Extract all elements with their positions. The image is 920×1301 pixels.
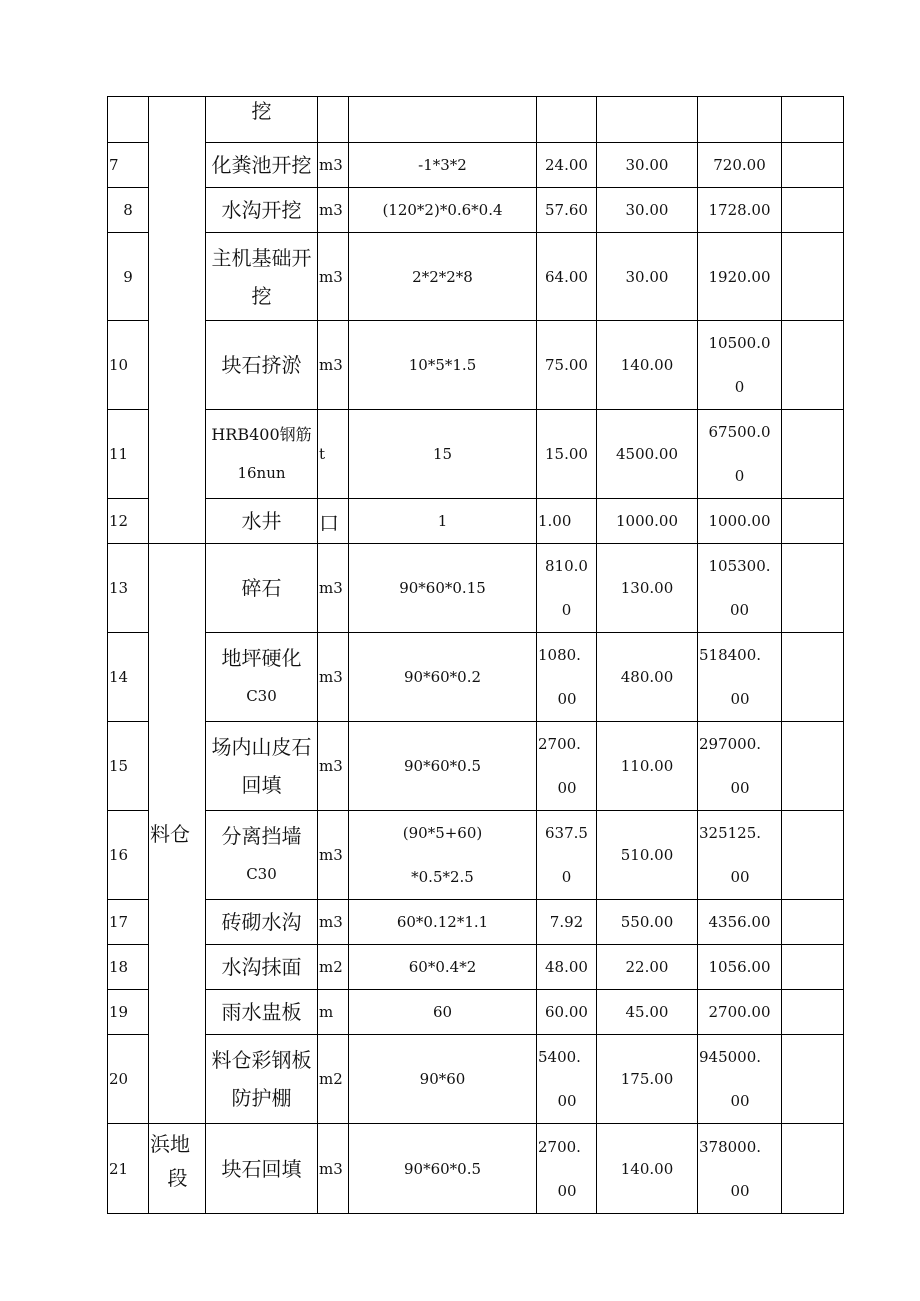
quantity: 15.00 bbox=[537, 410, 597, 499]
unit: m3 bbox=[318, 233, 349, 321]
unit: m3 bbox=[318, 633, 349, 722]
table-row bbox=[108, 499, 844, 544]
formula bbox=[349, 811, 537, 900]
remark bbox=[782, 97, 844, 143]
quantity: 24.00 bbox=[537, 143, 597, 188]
formula: -1*3*2 bbox=[349, 143, 537, 188]
item-name: 雨水盅板 bbox=[206, 990, 318, 1035]
remark bbox=[782, 1035, 844, 1124]
quantity bbox=[537, 544, 597, 633]
unit: t bbox=[318, 410, 349, 499]
formula: 60 bbox=[349, 990, 537, 1035]
unit-price: 140.00 bbox=[597, 1124, 698, 1214]
qty-line1: 810.0 bbox=[545, 557, 588, 575]
table-row bbox=[108, 945, 844, 990]
remark bbox=[782, 900, 844, 945]
item-name bbox=[206, 722, 318, 811]
item-name: 水沟抹面 bbox=[206, 945, 318, 990]
unit-price: 22.00 bbox=[597, 945, 698, 990]
total-line2: 00 bbox=[730, 690, 750, 708]
unit-price: 480.00 bbox=[597, 633, 698, 722]
total-line1: 105300. bbox=[708, 557, 771, 575]
formula-line1: (90*5+60) bbox=[402, 824, 483, 842]
formula-line2: *0.5*2.5 bbox=[411, 868, 474, 886]
quantity: 57.60 bbox=[537, 188, 597, 233]
qty-line1: 2700. bbox=[538, 1137, 581, 1156]
total bbox=[698, 1124, 782, 1214]
row-number: 7 bbox=[108, 143, 149, 188]
item-name-line2: 防护棚 bbox=[231, 1086, 292, 1110]
cost-table bbox=[107, 96, 844, 1214]
remark bbox=[782, 722, 844, 811]
remark bbox=[782, 633, 844, 722]
row-number: 8 bbox=[108, 188, 149, 233]
formula: 60*0.12*1.1 bbox=[349, 900, 537, 945]
quantity bbox=[537, 811, 597, 900]
row-number: 12 bbox=[108, 499, 149, 544]
qty-line2: 00 bbox=[557, 1092, 577, 1110]
table-row bbox=[108, 722, 844, 811]
formula: 90*60*0.5 bbox=[349, 722, 537, 811]
total bbox=[698, 544, 782, 633]
table-row bbox=[108, 143, 844, 188]
table-row bbox=[108, 410, 844, 499]
unit-price: 30.00 bbox=[597, 188, 698, 233]
unit: m3 bbox=[318, 722, 349, 811]
group-label-bindi bbox=[149, 1124, 206, 1214]
unit: m2 bbox=[318, 1035, 349, 1124]
remark bbox=[782, 499, 844, 544]
qty-line2: 00 bbox=[557, 779, 577, 797]
item-name-line2: 回填 bbox=[241, 773, 282, 797]
table-row bbox=[108, 188, 844, 233]
remark bbox=[782, 410, 844, 499]
formula: 90*60*0.2 bbox=[349, 633, 537, 722]
formula: 2*2*2*8 bbox=[349, 233, 537, 321]
total: 1000.00 bbox=[698, 499, 782, 544]
row-number: 10 bbox=[108, 321, 149, 410]
remark bbox=[782, 321, 844, 410]
qty-line1: 2700. bbox=[538, 735, 581, 753]
total bbox=[698, 410, 782, 499]
table-row bbox=[108, 233, 844, 321]
unit-price: 45.00 bbox=[597, 990, 698, 1035]
total-line2: 00 bbox=[730, 868, 750, 886]
remark bbox=[782, 945, 844, 990]
table-row bbox=[108, 1035, 844, 1124]
item-name-line1: 场内山皮石 bbox=[211, 735, 312, 759]
total bbox=[698, 722, 782, 811]
item-name bbox=[206, 811, 318, 900]
item-name bbox=[206, 410, 318, 499]
total bbox=[698, 1035, 782, 1124]
table-row bbox=[108, 97, 844, 143]
formula: (120*2)*0.6*0.4 bbox=[349, 188, 537, 233]
unit: m3 bbox=[318, 321, 349, 410]
total-line1: 297000. bbox=[699, 735, 762, 753]
table-row bbox=[108, 1124, 844, 1214]
item-name bbox=[206, 633, 318, 722]
formula: 90*60 bbox=[349, 1035, 537, 1124]
quantity bbox=[537, 633, 597, 722]
item-name: 水井 bbox=[206, 499, 318, 544]
quantity: 75.00 bbox=[537, 321, 597, 410]
item-name: 砖砌水沟 bbox=[206, 900, 318, 945]
remark bbox=[782, 1124, 844, 1214]
quantity bbox=[537, 1124, 597, 1214]
quantity: 60.00 bbox=[537, 990, 597, 1035]
unit: m2 bbox=[318, 945, 349, 990]
unit: m3 bbox=[318, 544, 349, 633]
table-row bbox=[108, 900, 844, 945]
qty-line1: 5400. bbox=[538, 1048, 581, 1066]
total: 4356.00 bbox=[698, 900, 782, 945]
formula: 90*60*0.15 bbox=[349, 544, 537, 633]
formula bbox=[349, 97, 537, 143]
item-name bbox=[206, 233, 318, 321]
group-line1: 浜地 bbox=[150, 1132, 190, 1156]
quantity: 7.92 bbox=[537, 900, 597, 945]
formula: 60*0.4*2 bbox=[349, 945, 537, 990]
unit: m3 bbox=[318, 143, 349, 188]
qty-line2: 0 bbox=[561, 601, 572, 619]
unit-price: 175.00 bbox=[597, 1035, 698, 1124]
quantity bbox=[537, 722, 597, 811]
formula: 1 bbox=[349, 499, 537, 544]
remark bbox=[782, 811, 844, 900]
table-row bbox=[108, 990, 844, 1035]
item-name-line2: C30 bbox=[246, 865, 277, 883]
quantity bbox=[537, 97, 597, 143]
row-number: 18 bbox=[108, 945, 149, 990]
unit-price: 30.00 bbox=[597, 143, 698, 188]
formula: 90*60*0.5 bbox=[349, 1124, 537, 1214]
item-name: 挖 bbox=[206, 97, 318, 143]
unit-price: 130.00 bbox=[597, 544, 698, 633]
item-name-line2: 挖 bbox=[251, 283, 272, 308]
quantity: 64.00 bbox=[537, 233, 597, 321]
quantity: 1.00 bbox=[537, 499, 597, 544]
group-line2: 段 bbox=[167, 1166, 188, 1190]
unit-price: 510.00 bbox=[597, 811, 698, 900]
row-number: 21 bbox=[108, 1124, 149, 1214]
unit-price: 550.00 bbox=[597, 900, 698, 945]
row-number: 17 bbox=[108, 900, 149, 945]
item-name-line1: HRB400钢筋 bbox=[211, 425, 312, 444]
row-number: 13 bbox=[108, 544, 149, 633]
qty-line2: 00 bbox=[557, 690, 577, 708]
item-name: 块石回填 bbox=[206, 1124, 318, 1214]
item-name-line1: 地坪硬化 bbox=[221, 646, 302, 670]
total: 1920.00 bbox=[698, 233, 782, 321]
item-name: 块石挤淤 bbox=[206, 321, 318, 410]
row-number: 20 bbox=[108, 1035, 149, 1124]
total: 1728.00 bbox=[698, 188, 782, 233]
row-number: 11 bbox=[108, 410, 149, 499]
total-line1: 67500.0 bbox=[708, 423, 771, 441]
remark bbox=[782, 188, 844, 233]
row-number: 19 bbox=[108, 990, 149, 1035]
table-row bbox=[108, 811, 844, 900]
group-cell bbox=[149, 97, 206, 544]
total: 1056.00 bbox=[698, 945, 782, 990]
unit bbox=[318, 97, 349, 143]
quantity: 48.00 bbox=[537, 945, 597, 990]
row-number: 14 bbox=[108, 633, 149, 722]
remark bbox=[782, 544, 844, 633]
unit: m3 bbox=[318, 900, 349, 945]
total-line1: 518400. bbox=[699, 646, 762, 664]
row-number bbox=[108, 97, 149, 143]
row-number: 15 bbox=[108, 722, 149, 811]
group-label-liaocang: 料仓 bbox=[149, 544, 206, 1124]
item-name bbox=[206, 1035, 318, 1124]
total-line1: 945000. bbox=[699, 1048, 762, 1066]
item-name: 化粪池开挖 bbox=[206, 143, 318, 188]
total bbox=[698, 811, 782, 900]
total bbox=[698, 321, 782, 410]
remark bbox=[782, 990, 844, 1035]
total-line2: 00 bbox=[730, 1181, 750, 1200]
item-name-line1: 分离挡墙 bbox=[221, 824, 302, 848]
total-line1: 325125. bbox=[699, 824, 762, 842]
unit: m3 bbox=[318, 1124, 349, 1214]
total-line1: 10500.0 bbox=[708, 334, 771, 352]
qty-line2: 0 bbox=[561, 868, 572, 886]
remark bbox=[782, 143, 844, 188]
total bbox=[698, 97, 782, 143]
unit-price: 110.00 bbox=[597, 722, 698, 811]
quantity bbox=[537, 1035, 597, 1124]
table-row bbox=[108, 321, 844, 410]
total-line2: 00 bbox=[729, 601, 750, 619]
unit: m3 bbox=[318, 188, 349, 233]
item-name-line1: 料仓彩钢板 bbox=[211, 1048, 312, 1072]
unit: m3 bbox=[318, 811, 349, 900]
unit-price: 140.00 bbox=[597, 321, 698, 410]
total-line2: 00 bbox=[730, 1092, 750, 1110]
item-name: 水沟开挖 bbox=[206, 188, 318, 233]
total-line1: 378000. bbox=[699, 1137, 762, 1156]
table-row bbox=[108, 633, 844, 722]
item-name: 碎石 bbox=[206, 544, 318, 633]
unit-price bbox=[597, 97, 698, 143]
unit: 口 bbox=[318, 499, 349, 544]
item-name-line2: C30 bbox=[246, 687, 277, 705]
unit-price: 1000.00 bbox=[597, 499, 698, 544]
total: 720.00 bbox=[698, 143, 782, 188]
remark bbox=[782, 233, 844, 321]
total: 2700.00 bbox=[698, 990, 782, 1035]
qty-line1: 1080. bbox=[538, 646, 581, 664]
item-name-line2: 16nun bbox=[237, 464, 286, 482]
unit-price: 30.00 bbox=[597, 233, 698, 321]
qty-line1: 637.5 bbox=[545, 824, 588, 842]
row-number: 9 bbox=[108, 233, 149, 321]
row-number: 16 bbox=[108, 811, 149, 900]
table-row bbox=[108, 544, 844, 633]
unit-price: 4500.00 bbox=[597, 410, 698, 499]
total-line2: 0 bbox=[734, 467, 745, 485]
formula: 10*5*1.5 bbox=[349, 321, 537, 410]
total-line2: 0 bbox=[734, 378, 745, 396]
formula: 15 bbox=[349, 410, 537, 499]
total bbox=[698, 633, 782, 722]
qty-line2: 00 bbox=[557, 1181, 577, 1200]
total-line2: 00 bbox=[730, 779, 750, 797]
item-name-line1: 主机基础开 bbox=[211, 245, 312, 270]
unit: m bbox=[318, 990, 349, 1035]
